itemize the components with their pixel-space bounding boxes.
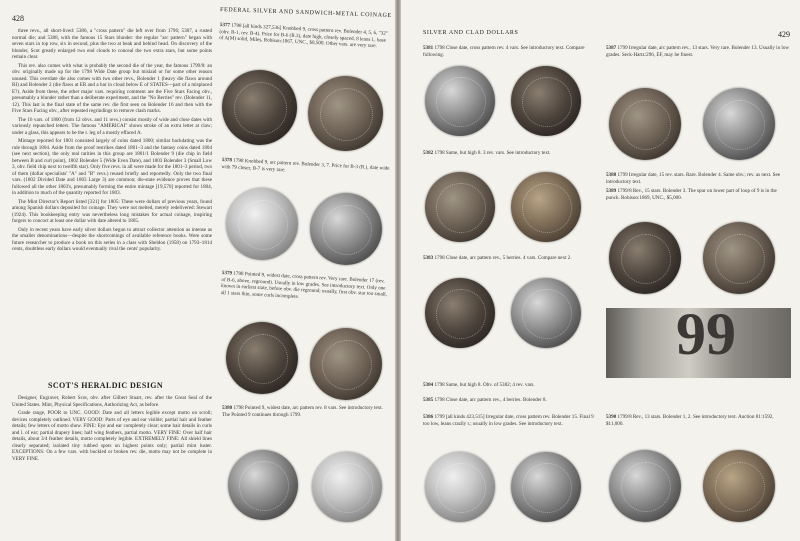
lot-number: 5386 xyxy=(423,414,434,420)
body-text xyxy=(12,28,212,373)
body-paragraph: The 16 vars. of 1800 (from 12 obvs. and 11 revs.) consist mostly of wide and close dates with variously repunched letters. The famous "AMERICAI" shows stroke of an extra letter at claw; under a glass, this appears to be the r. leg of a mostly effaced A. xyxy=(12,116,212,136)
lot-number: 5385 xyxy=(423,397,434,403)
coin-5380-reverse xyxy=(312,452,382,522)
coin-5378-obverse xyxy=(226,188,298,260)
running-head-left: FEDERAL SILVER AND SANDWICH-METAL COINAGE xyxy=(219,7,392,19)
lot-description: 1798 Close date, cross pattern rev. 4 vars. See introductory text. Compare following. xyxy=(423,45,585,58)
left-page xyxy=(0,0,395,541)
coin-5387-reverse xyxy=(703,88,775,160)
lot-description: 1799/8 Rev., 13 stars. Bolender 1, 2. See introductory text. Auction 81:1592, $11,000. xyxy=(606,414,774,427)
lot-5384-caption xyxy=(423,382,598,390)
lot-description: 1798 Same, but high 8. Obv. of 5382; 4 rev. vars. xyxy=(434,382,535,388)
lot-number: 5378 xyxy=(221,157,233,164)
lot-number: 5390 xyxy=(606,414,617,420)
lot-description: 1798 [all kinds 327,536] Knobbed 9, cross pattern rev. Bolender 4, 5, 6, "32" (obv. B-1, rev. B-4). Price for B-6 (R.3), date high, closely spaced, 8 leans l., base of A(M) solid, Miles, Robison:1867, UNC., $8,500. Other vars. are very rare. xyxy=(219,22,389,50)
right-page xyxy=(401,0,800,541)
coin-5378-reverse xyxy=(310,193,382,265)
coin-5389-reverse xyxy=(703,222,775,294)
body-paragraph: This rev. also comes with what is probably the second die of the year, the famous 1799/8: an obv. originally made up for the 1798 Wide Date group but mislaid or for some other reason unused. This overdate die also comes with two other revs., Bolender 1 (heavy die flaws around RI) and Bolender 2 (die flaws at ER and a bar in cloud below E of STATES—part of a misplaced E?). Aside from these, the other major vars. requiring comment are the Five Stars Facing obv., presumably a blunder rather than a deliberate experiment, and the "No Berries" rev. (Bolender 11, 12). This last is the final state of the same rev. die first seen on Bolender 16 and then with the Five Stars Facing obv., after repeated regrindings to remove clash marks. xyxy=(12,62,212,114)
section-text xyxy=(12,395,212,535)
lot-5379-caption xyxy=(219,270,389,329)
coin-5386-reverse xyxy=(511,452,581,522)
section-paragraph: Grade range, POOR to UNC. GOOD: Date and all letters legible except motto on scroll; devices completely outlined. VERY GOOD: Parts of eye and ear visible; partial hair and feather details; few letters of motto show. FINE: Eye and ear completely clear; some hair details in curls and l. of ear; partial drapery lines; half wing feathers, partial motto. VERY FINE: Over half hair details, about 3/4 feather details, motto completely legible. EXTREMELY FINE: All shield lines clearly separated; isolated tiny rubbed spots on highest points only; partial mint luster. EXCEPTIONS: On a few vars. with buckled or broken rev. die, motto may not be complete in VERY FINE. xyxy=(12,410,212,462)
lot-description: 1798 Close date, arc pattern rev., 4 berries. Bolender 8. xyxy=(434,397,547,403)
lot-number: 5384 xyxy=(423,382,434,388)
running-head-right: SILVER AND CLAD DOLLARS xyxy=(423,30,519,36)
section-paragraph: Designer, Engraver, Robert Scot, obv. after Gilbert Stuart, rev. after the Great Seal of the United States. Mint, Physical Specifications, Authorizing Act, as before. xyxy=(12,395,212,408)
lot-number: 5377 xyxy=(219,22,231,29)
lot-number: 5388 xyxy=(606,172,617,178)
coin-5390-obverse xyxy=(609,450,681,522)
section-heading: SCOT'S HERALDIC DESIGN xyxy=(48,381,164,390)
coin-5379-obverse xyxy=(226,322,298,394)
lot-5381-caption xyxy=(423,45,598,61)
coin-5380-obverse xyxy=(228,450,298,520)
lot-number: 5382 xyxy=(423,150,434,156)
lot-number: 5380 xyxy=(222,405,233,411)
lot-5386-caption xyxy=(423,414,598,436)
page-number-right: 429 xyxy=(778,30,790,39)
lot-5388-caption xyxy=(606,172,791,186)
page-number-left: 428 xyxy=(12,14,24,23)
coin-5390-reverse xyxy=(703,450,775,522)
body-paragraph: Mintage reported for 1801 consisted largely of coins dated 1800; similar backdating was the rule through 1804. Aside from the proof restrikes dated 1801–3 and the fantasy coins dated 1804 (see next section), the only real rarities in this group are 1801/1 Bolender 9 (die chip in field between B and curl point), 1802 Bolender 5 (Wide Even Date), and 1803 Bolender 3 (Small Low 3, obv. field chip next to twelfth star). Only five revs. in all were made for the 1801–3 period, two of them (dollar specialists' "A" and "B" revs.) reused briefly and reportedly. Only the two final vars. (1802 Divided Date and 1803 Large 3) are common; die-state evidence proves that these followed all the other 1803's, presumably forming the entire mintage [19,570] reported for 1804, in addition to much of the quantity reported for 1803. xyxy=(12,138,212,196)
coin-5386-obverse xyxy=(425,452,495,522)
lot-5377-caption xyxy=(218,22,390,71)
coin-5382-reverse xyxy=(511,172,581,242)
coin-5383-obverse xyxy=(425,278,495,348)
lot-description: 1799 Irregular date, arc pattern rev., 13 stars. Very rare. Bolender 13. Usually in low grades. Seck-Hartz:296, EF, may be finest. xyxy=(606,45,790,58)
lot-number: 5387 xyxy=(606,45,617,51)
coin-5381-reverse xyxy=(511,66,581,136)
lot-description: 1798 Pointed 9, widest date, cross pattern rev. Very rare. Bolender 17 (rev. of B-6, above, reground). Usually in low grades. See introductory text. Only one known in earliest state, before obv. die reground; usually, first obv. star too small, all 1 stars thin, some curls incomplete. xyxy=(220,270,388,300)
coin-5377-reverse xyxy=(308,76,383,151)
lot-5385-caption xyxy=(423,397,598,411)
lot-description: 1798 Knobbed 9, arc pattern rev. Bolender 3, 7. Price for B-3 (R.), date wide with 79 closer, B-7 is very rare. xyxy=(221,157,390,173)
coin-5383-reverse xyxy=(511,278,581,348)
lot-number: 5379 xyxy=(221,270,233,277)
overdate-closeup-image xyxy=(606,301,791,378)
lot-5387-caption xyxy=(606,45,791,67)
lot-5390-caption xyxy=(606,414,791,436)
body-paragraph: The Mint Director's Report listed [321] for 1805: These were dollars of previous years, found among Spanish dollars deposited for coinage. They were not melted, merely redelivered: Stewart (1924). This bookkeeping entry was nevertheless long mistakes for actual coinage, inspiring forgers to concoct at least one dollar with date altered to 1805. xyxy=(12,198,212,224)
coin-5379-reverse xyxy=(310,328,382,400)
lot-description: 1799/8 Rev., 15 stars. Bolender 3. The spur on lower part of loop of 9 is in the punch. Robison:1869, UNC., $5,000. xyxy=(606,188,777,201)
lot-number: 5383 xyxy=(423,255,434,261)
lot-5378-caption xyxy=(221,157,390,194)
coin-5381-obverse xyxy=(425,66,495,136)
coin-5382-obverse xyxy=(425,172,495,242)
closeup-digits: 99 xyxy=(676,301,736,367)
coin-5377-obverse xyxy=(222,70,297,145)
body-paragraph: three revs., all short-lived: 5386, a "cross pattern" die left over from 1796; 5387, a rusted normal die; and 5388, with the famous 15 Stars blunder: the regular "arc pattern" began with seven stars in top row, six in second, plus the two at beak and behind head. On discovery of the blunder, Scot greatly enlarged two end clouds to conceal the two extra stars, but some points remain clear. xyxy=(12,28,212,60)
lot-number: 5389 xyxy=(606,188,617,194)
body-paragraph: Only in recent years have early silver dollars begun to attract collector attention as intense as the smaller denominations—despite the shortcomings of available reference books. Were some future researcher to produce a book on this series in a class with Sheldon (1958) on 1793–1814 cents, doubtless early dollars would eventually rival the cents' popularity. xyxy=(12,226,212,252)
coin-5389-obverse xyxy=(609,222,681,294)
lot-description: 1799 [all kinds 423,515] Irregular date, cross pattern rev. Bolender 15. Final 9 too low, leans crazily r.; usually in low grades. See introductory text. xyxy=(423,414,594,427)
lot-description: 1798 Same, but high 8. 3 rev. vars. See introductory text. xyxy=(434,150,551,156)
lot-description: 1798 Pointed 9, widest date, arc pattern rev. 8 vars. See introductory text. The Pointed 9 continues through 1799. xyxy=(222,405,383,418)
lot-5389-caption xyxy=(606,188,791,210)
lot-description: 1799 Irregular date, 15 rev. stars. Rare. Bolender 4. Same obv.; rev. as next. See introductory text. xyxy=(606,172,780,185)
lot-5380-caption xyxy=(222,405,390,433)
coin-5387-obverse xyxy=(609,88,681,160)
lot-number: 5381 xyxy=(423,45,434,51)
lot-5383-caption xyxy=(423,255,598,271)
lot-5382-caption xyxy=(423,150,598,166)
lot-description: 1798 Close date, arc pattern rev., 5 berries. 4 vars. Compare next 2. xyxy=(434,255,572,261)
